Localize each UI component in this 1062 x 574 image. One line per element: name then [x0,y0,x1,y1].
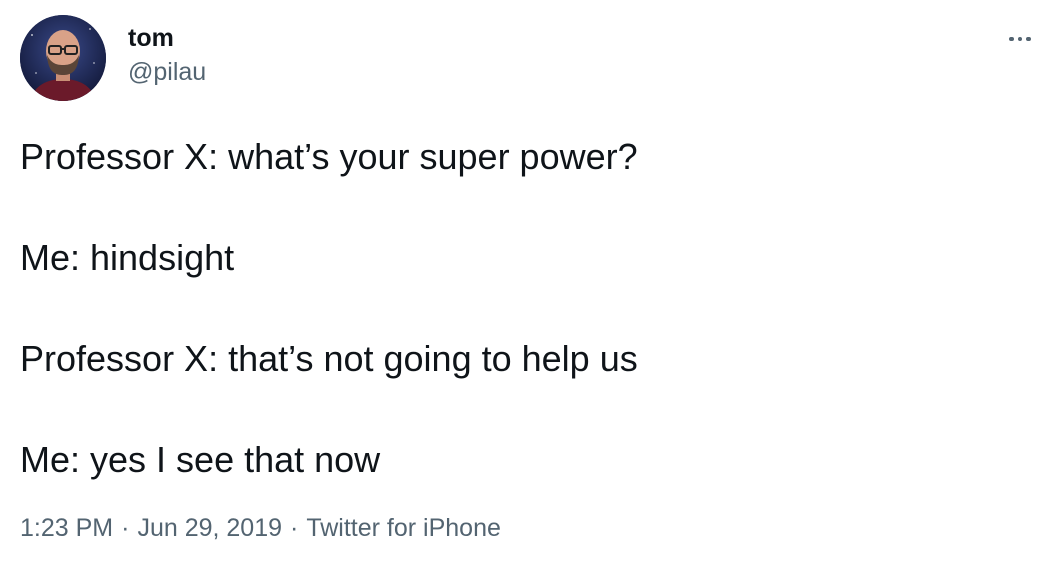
tweet-text [20,135,1040,539]
tweet-line: Professor X: that’s not going to help us [20,338,638,379]
author-avatar[interactable] [20,15,106,101]
tweet-line: Professor X: what’s your super power? [20,136,638,177]
more-horizontal-icon [1009,37,1014,42]
meta-separator: · [290,514,299,542]
tweet-metadata [20,512,501,544]
author-handle[interactable]: @pilau [128,58,207,86]
author-display-name[interactable]: tom [128,24,174,52]
tweet-date[interactable]: Jun 29, 2019 [137,514,283,542]
more-horizontal-icon [1018,37,1023,42]
avatar-photo-icon [20,15,106,101]
tweet-source[interactable]: Twitter for iPhone [306,514,501,542]
meta-separator: · [121,514,130,542]
tweet-time[interactable]: 1:23 PM [20,514,114,542]
tweet-line: Me: hindsight [20,237,235,278]
more-options-button[interactable] [1002,24,1038,54]
author-info [128,22,206,88]
tweet-line: Me: yes I see that now [20,439,381,480]
more-horizontal-icon [1026,37,1031,42]
